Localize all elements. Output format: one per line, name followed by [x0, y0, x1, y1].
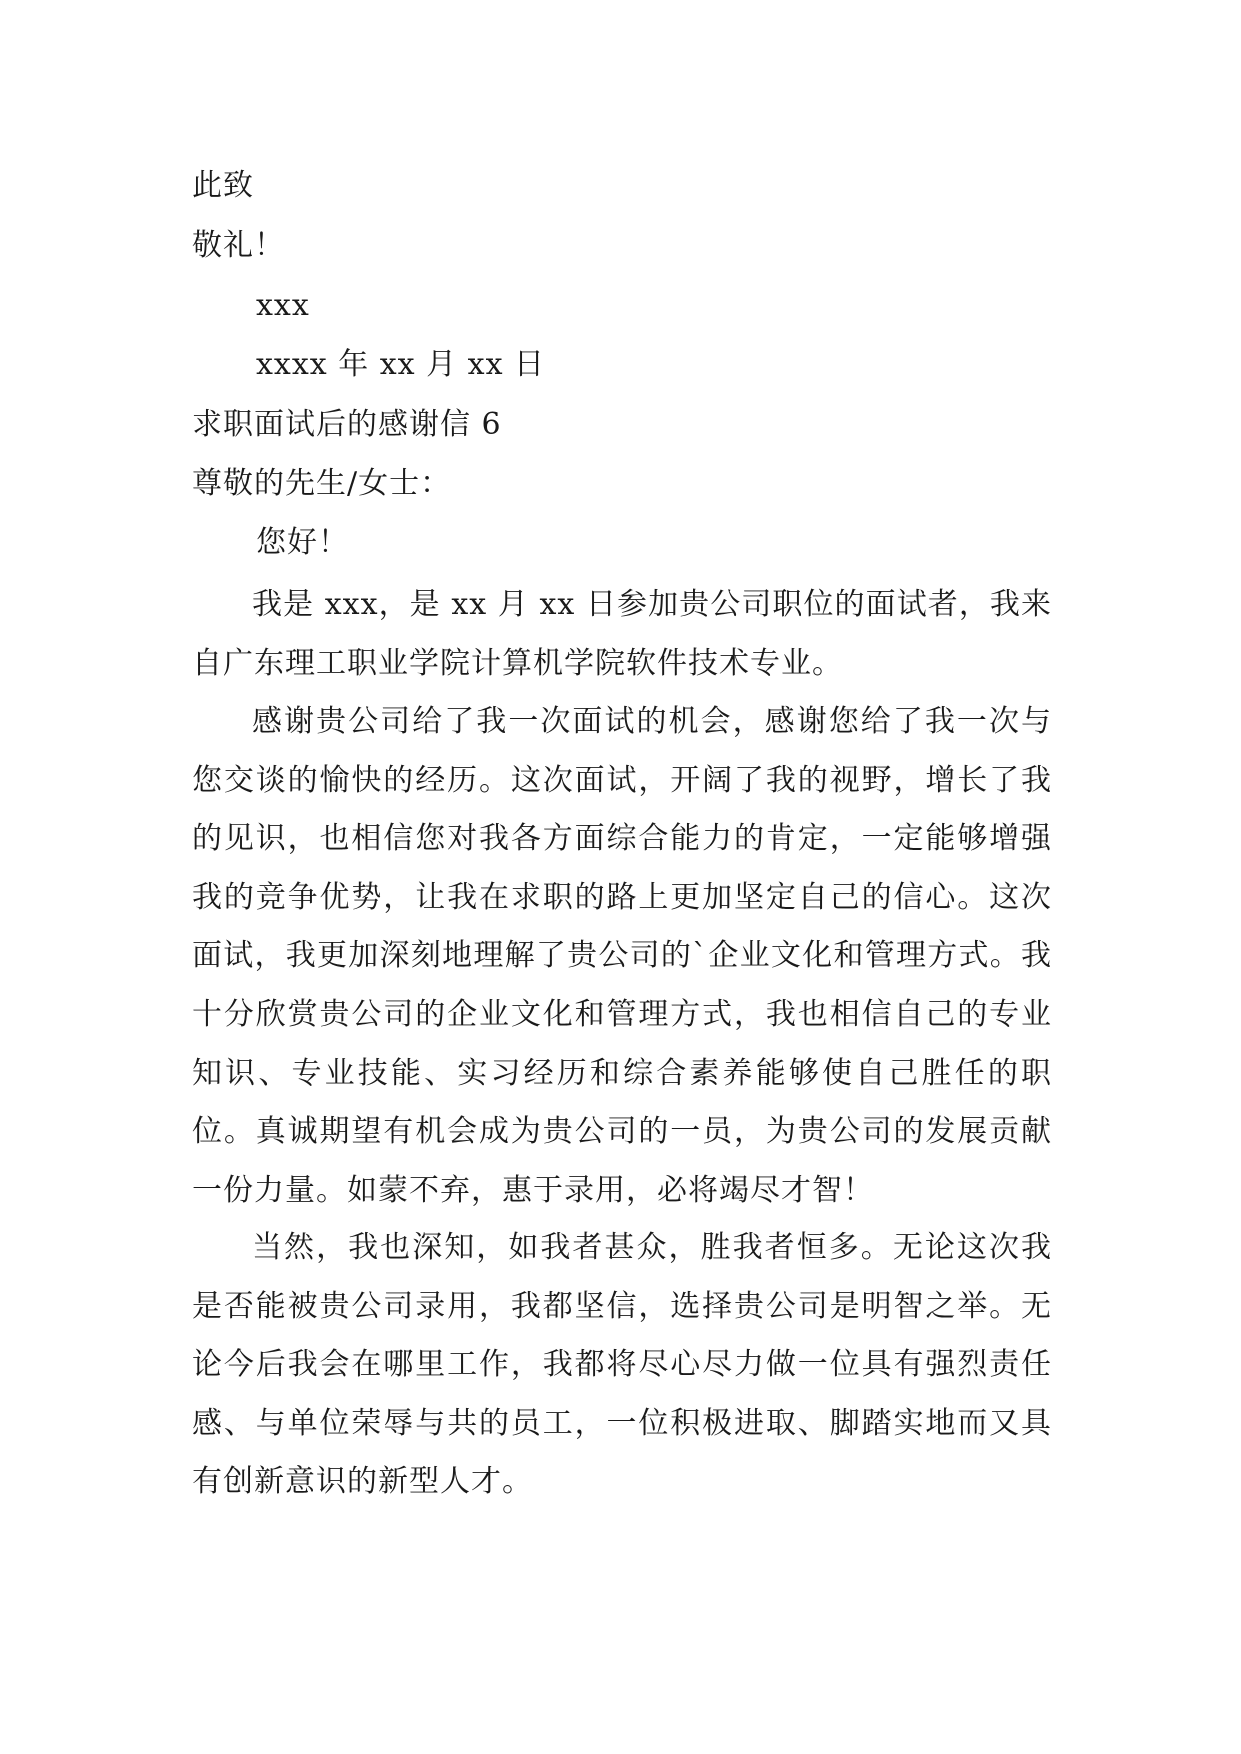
body-paragraph-3: 当然，我也深知，如我者甚众，胜我者恒多。无论这次我是否能被贵公司录用，我都坚信，选择贵公司是明智之举。无论今后我会在哪里工作，我都将尽心尽力做一位具有强烈责任感、与单位荣辱与共的员工，一位积极进取、脚踏实地而又具有创新意识的新型人才。 — [192, 1230, 1052, 1500]
signature-name: xxx — [256, 288, 310, 323]
greeting: 您好！ — [256, 525, 349, 560]
body-paragraph-2: 感谢贵公司给了我一次面试的机会，感谢您给了我一次与您交谈的愉快的经历。这次面试，开阔了我的视野，增长了我的见识，也相信您对我各方面综合能力的肯定，一定能够增强我的竞争优势，让我在求职的路上更加坚定自己的信心。这次面试，我更加深刻地理解了贵公司的`企业文化和管理方式。我十分欣赏贵公司的企业文化和管理方式，我也相信自己的专业知识、专业技能、实习经历和综合素养能够使自己胜任的职位。真诚期望有机会成为贵公司的一员，为贵公司的发展贡献一份力量。如蒙不弃，惠于录用，必将竭尽才智！ — [192, 704, 1052, 1208]
closing-line-1: 此致 — [192, 168, 254, 203]
section-title: 求职面试后的感谢信 6 — [192, 407, 502, 442]
signature-date: xxxx 年 xx 月 xx 日 — [256, 347, 546, 382]
salutation: 尊敬的先生/女士： — [192, 466, 452, 501]
closing-line-2: 敬礼！ — [192, 228, 285, 263]
body-paragraph-1: 我是 xxx，是 xx 月 xx 日参加贵公司职位的面试者，我来自广东理工职业学院计算机学院软件技术专业。 — [192, 587, 1052, 681]
